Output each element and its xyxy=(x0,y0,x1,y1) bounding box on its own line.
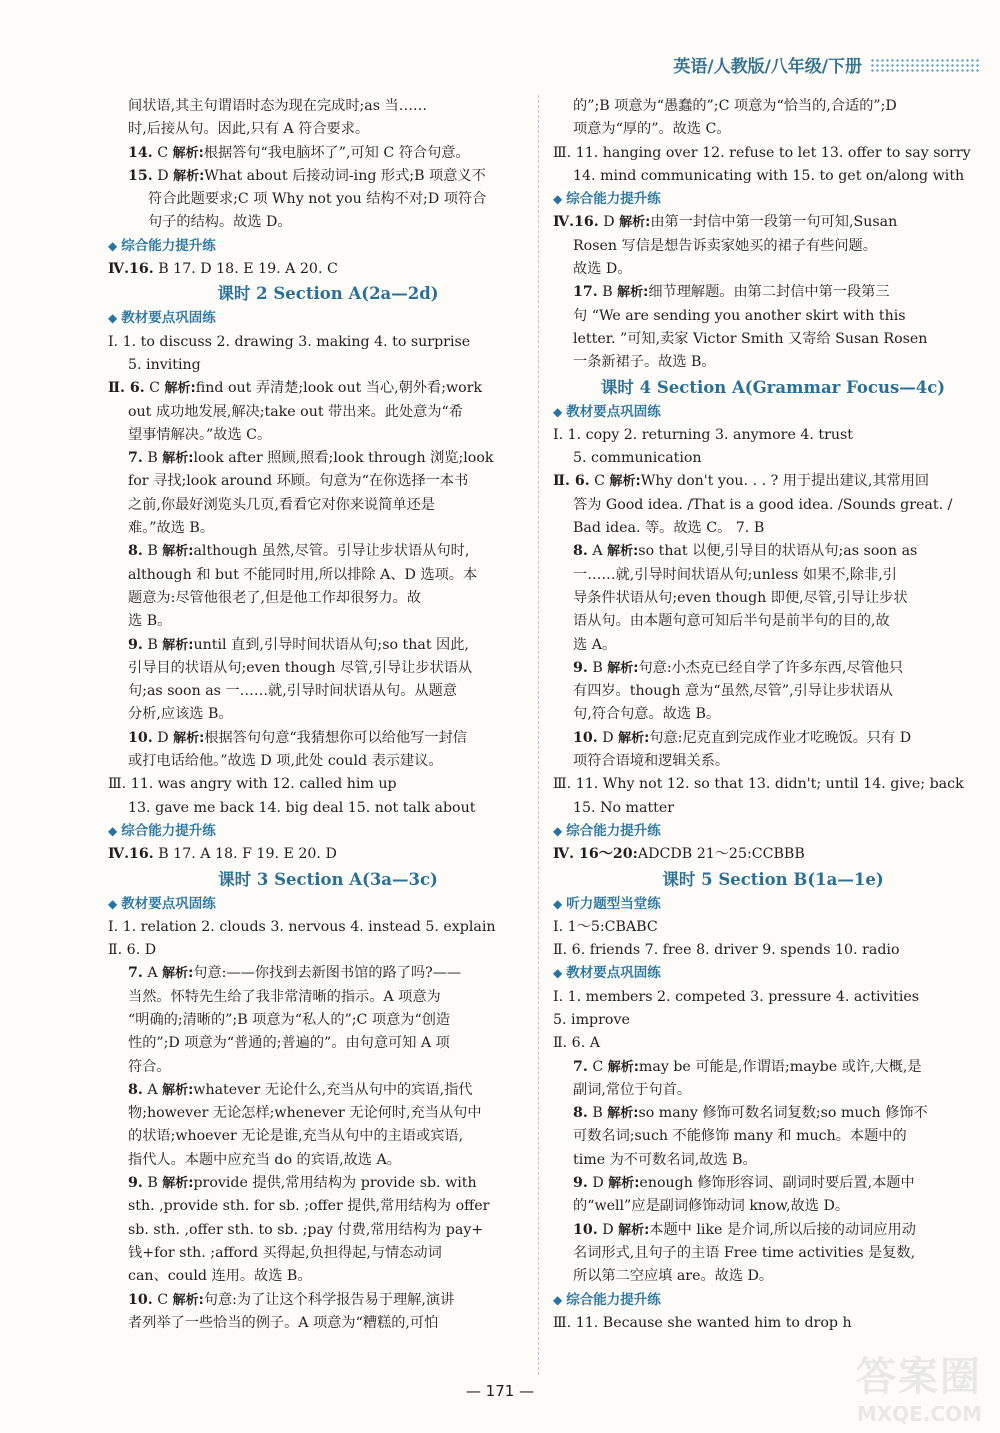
answer-line xyxy=(553,1102,993,1125)
text-line: “明确的;清晰的”;B 项意为“私人的”;C 项意为“创造 xyxy=(128,1011,451,1028)
analysis-label: 解析: xyxy=(619,215,651,231)
question-number: 17. xyxy=(573,284,598,301)
answer-choice: D xyxy=(152,167,169,184)
answer-text: look after 照顾,照看;look through 浏览;look xyxy=(193,450,494,467)
answer-choice: D xyxy=(598,214,615,231)
answer-choice: ADCDB xyxy=(637,846,697,863)
text-line: 名词形式,且句子的主语 Free time activities 是复数, xyxy=(573,1244,916,1261)
analysis-label: 解析: xyxy=(608,1176,640,1192)
lesson-title: 课时 5 Section B(1a—1e) xyxy=(662,869,884,889)
text-line: Ⅰ. 1～5:CBABC xyxy=(553,918,658,935)
answer-choice: A xyxy=(142,1081,158,1098)
question-number: Ⅳ.16. xyxy=(553,214,599,231)
text-line: Rosen 写信是想告诉卖家她买的裙子有些问题。 xyxy=(573,237,877,254)
diamond-icon: ◆ xyxy=(108,823,118,838)
text-line: Ⅲ. 11. hanging over 12. refuse to let 13. offer to say sorry xyxy=(553,144,971,161)
section-heading xyxy=(108,820,548,843)
text-line: 项符合语境和逻辑关系。 xyxy=(573,753,730,770)
text-line: 选 B。 xyxy=(128,613,172,630)
text-line: 句 “We are sending you another skirt with this xyxy=(573,307,906,324)
answer-choice: B 17. A 18. F 19. E 20. D xyxy=(153,846,337,863)
question-number: 8. xyxy=(128,543,143,560)
section-heading-text: 综合能力提升练 xyxy=(121,237,216,254)
lesson-title: 课时 2 Section A(2a—2d) xyxy=(217,284,439,304)
section-heading xyxy=(553,962,993,985)
section-heading xyxy=(553,893,993,916)
analysis-label: 解析: xyxy=(617,285,649,301)
question-number: Ⅱ. 6. xyxy=(108,380,145,397)
question-number: Ⅱ. 6. xyxy=(553,473,590,490)
header-title: 英语/人教版/八年级/下册 xyxy=(673,57,862,77)
text-line: 性的”;D 项意为“普通的;普遍的”。由句意可知 A 项 xyxy=(128,1035,450,1052)
text-line: out 成功地发展,解决;take out 带出来。此处意为“希 xyxy=(128,403,463,420)
analysis-label: 解析: xyxy=(618,1222,650,1238)
diamond-icon: ◆ xyxy=(108,311,118,326)
answer-choice: B xyxy=(142,543,158,560)
text-line: 语从句。由本题句意可知后半句是前半句的目的,故 xyxy=(573,613,890,630)
section-heading xyxy=(553,188,993,211)
section-heading-text: 教材要点巩固练 xyxy=(566,403,661,420)
question-number: 9. xyxy=(573,659,588,676)
answer-line xyxy=(553,470,993,493)
answer-choice: B xyxy=(597,284,613,301)
answer-line xyxy=(108,843,548,866)
text-line: can、could 连用。故选 B。 xyxy=(128,1268,312,1285)
answer-text: 本题中 like 是介词,所以后接的动词应用动 xyxy=(649,1221,916,1238)
answer-line xyxy=(553,540,993,563)
question-number: 10. xyxy=(573,1221,598,1238)
answer-text: so many 修饰可数名词复数;so much 修饰不 xyxy=(638,1105,928,1122)
analysis-label: 解析: xyxy=(162,1176,194,1192)
section-heading xyxy=(553,820,993,843)
section-heading-text: 综合能力提升练 xyxy=(566,1291,661,1308)
analysis-label: 解析: xyxy=(607,544,639,560)
answer-text: enough 修饰形容词、副词时要后置,本题中 xyxy=(639,1175,915,1192)
lesson-title: 课时 3 Section A(3a—3c) xyxy=(218,869,438,889)
analysis-label: 解析: xyxy=(162,966,194,982)
text-line: 之前,你最好浏览头几页,看看它对你来说简单还是 xyxy=(128,496,435,513)
answer-line xyxy=(553,1219,993,1242)
lesson-title: 课时 4 Section A(Grammar Focus—4c) xyxy=(600,377,946,397)
answer-choice: B 17. D 18. E 19. A 20. C xyxy=(153,261,338,278)
text-line: 15. No matter xyxy=(573,799,675,816)
text-line: 分析,应该选 B。 xyxy=(128,706,233,723)
answer-line xyxy=(553,281,993,304)
text-line: Ⅰ. 1. members 2. competed 3. pressure 4. activities xyxy=(553,988,920,1005)
text-line: 选 A。 xyxy=(573,636,617,653)
diamond-icon: ◆ xyxy=(553,404,563,419)
section-heading-text: 综合能力提升练 xyxy=(121,822,216,839)
answer-line xyxy=(108,377,548,400)
question-number: 9. xyxy=(128,1175,143,1192)
diamond-icon: ◆ xyxy=(553,823,563,838)
section-heading xyxy=(108,307,548,330)
question-number: 7. xyxy=(128,965,143,982)
text-line: 难。”故选 B。 xyxy=(128,520,215,537)
section-heading-text: 教材要点巩固练 xyxy=(566,965,661,982)
answer-text: although 虽然,尽管。引导让步状语从句时, xyxy=(193,543,470,560)
answer-line xyxy=(553,211,993,234)
section-heading xyxy=(108,235,548,258)
answer-text: 句意:——你找到去新图书馆的路了吗?—— xyxy=(193,965,462,982)
answer-line xyxy=(108,258,548,281)
text-line: 句,符合句意。故选 B。 xyxy=(573,706,721,723)
answer-choice: B xyxy=(587,659,603,676)
answer-line xyxy=(553,1056,993,1079)
answer-text: whatever 无论什么,充当从句中的宾语,指代 xyxy=(193,1081,473,1098)
question-number: 10. xyxy=(128,729,153,746)
text-line: 一条新裙子。故选 B。 xyxy=(573,354,716,371)
analysis-label: 解析: xyxy=(607,1106,639,1122)
answer-choice: D xyxy=(597,1221,614,1238)
text-line: Ⅰ. 1. relation 2. clouds 3. nervous 4. instead 5. explain xyxy=(108,918,496,935)
section-heading xyxy=(553,1289,993,1312)
answer-line xyxy=(553,657,993,680)
answer-text: until 直到,引导时间状语从句;so that 因此, xyxy=(193,636,469,653)
text-line: Ⅲ. 11. Why not 12. so that 13. didn't; until 14. give; back xyxy=(553,776,964,793)
left-column xyxy=(108,95,548,1335)
answer-line xyxy=(108,540,548,563)
text-line: 的”;B 项意为“愚蠢的”;C 项意为“恰当的,合适的”;D xyxy=(573,98,897,114)
section-heading-text: 教材要点巩固练 xyxy=(121,895,216,912)
answer-line xyxy=(108,634,548,657)
text-line: 钱+for sth. ;afford 买得起,负担得起,与情态动词 xyxy=(128,1244,442,1261)
answer-line xyxy=(553,843,993,866)
question-number: 10. xyxy=(128,1291,153,1308)
text-line: although 和 but 不能同时用,所以排除 A、D 选项。本 xyxy=(128,566,478,583)
answer-line xyxy=(108,142,548,165)
text-line: 的“well”应是副词修饰动词 know,故选 D。 xyxy=(573,1198,850,1215)
page-header xyxy=(673,52,980,77)
text-line: 间状语,其主句谓语时态为现在完成时;as 当…… xyxy=(128,98,428,114)
analysis-label: 解析: xyxy=(607,660,639,676)
answer-text: 句意:为了让这个科学报告易于理解,演讲 xyxy=(203,1291,455,1308)
answer-choice: A xyxy=(587,543,603,560)
question-number: Ⅳ. 16～20: xyxy=(553,846,638,863)
answer-line xyxy=(553,1172,993,1195)
answer-text: so that 以便,引导目的状语从句;as soon as xyxy=(638,543,918,560)
analysis-label: 解析: xyxy=(173,168,205,184)
answer-choice: C xyxy=(589,473,606,490)
answer-choice: A xyxy=(142,965,158,982)
question-number: 8. xyxy=(573,543,588,560)
text-line: 项意为“厚的”。故选 C。 xyxy=(573,121,731,138)
header-dot-pattern xyxy=(870,58,980,72)
watermark-bottom: MXQE.COM xyxy=(856,1402,982,1426)
question-number: 9. xyxy=(128,636,143,653)
text-line: 的状语;whoever 无论是谁,充当从句中的主语或宾语, xyxy=(128,1128,464,1145)
text-line: 者列举了一些恰当的例子。A 项意为“糟糕的,可怕 xyxy=(128,1314,439,1331)
text-line: 或打电话给他。”故选 D 项,此处 could 表示建议。 xyxy=(128,753,443,770)
text-line: time 为不可数名词,故选 B。 xyxy=(573,1151,757,1168)
answer-text: 细节理解题。由第二封信中第一段第三 xyxy=(648,284,890,301)
question-number: 8. xyxy=(573,1105,588,1122)
text-line: 引导目的状语从句;even though 尽管,引导让步状语从 xyxy=(128,659,473,676)
text-line: for 寻找;look around 环顾。句意为“在你选择一本书 xyxy=(128,473,469,490)
answer-choice: D xyxy=(587,1175,604,1192)
analysis-label: 解析: xyxy=(162,451,194,467)
text-line: 故选 D。 xyxy=(573,261,632,278)
answer-choice: B xyxy=(142,1175,158,1192)
answer-text: What about 后接动词-ing 形式;B 项意义不 xyxy=(204,167,486,184)
text-line: Ⅱ. 6. D xyxy=(108,942,157,959)
text-line: 句子的结构。故选 D。 xyxy=(148,214,292,231)
text-line: 题意为:尽管他很老了,但是他工作却很努力。故 xyxy=(128,589,422,606)
question-number: 8. xyxy=(128,1081,143,1098)
analysis-label: 解析: xyxy=(609,474,641,490)
diamond-icon: ◆ xyxy=(108,896,118,911)
question-number: Ⅳ.16. xyxy=(108,846,154,863)
answer-text: 根据答句“我电脑坏了”,可知 C 符合句意。 xyxy=(203,144,470,161)
section-heading-text: 综合能力提升练 xyxy=(566,191,661,208)
question-number: 15. xyxy=(128,167,153,184)
question-number: 7. xyxy=(128,450,143,467)
page-number: — 171 — xyxy=(465,1382,535,1400)
text-line: 时,后接从句。因此,只有 A 符合要求。 xyxy=(128,121,370,138)
text-line: 指代人。本题中应充当 do 的宾语,故选 A。 xyxy=(128,1151,401,1168)
answer-text: 21～25:CCBBB xyxy=(696,846,805,863)
answer-text: may be 可能是,作谓语;maybe 或许,大概,是 xyxy=(638,1058,922,1075)
answer-choice: B xyxy=(142,450,158,467)
analysis-label: 解析: xyxy=(162,637,194,653)
text-line: 13. gave me back 14. big deal 15. not talk about xyxy=(128,799,476,816)
analysis-label: 解析: xyxy=(164,381,196,397)
question-number: 9. xyxy=(573,1175,588,1192)
answer-line xyxy=(108,1289,548,1312)
text-line: 所以第二空应填 are。故选 D。 xyxy=(573,1268,774,1285)
diamond-icon: ◆ xyxy=(553,896,563,911)
answer-text: find out 弄清楚;look out 当心,朝外看;work xyxy=(195,380,483,397)
section-heading-text: 听力题型当堂练 xyxy=(566,895,661,912)
answer-choice: C xyxy=(152,1291,169,1308)
question-number: 14. xyxy=(128,144,153,161)
diamond-icon: ◆ xyxy=(553,966,563,981)
answer-line xyxy=(108,727,548,750)
text-line: 副词,常位于句首。 xyxy=(573,1081,692,1098)
text-line: 导条件状语从句;even though 即便,尽管,引导让步状 xyxy=(573,589,908,606)
answer-text: 由第一封信中第一段第一句可知,Susan xyxy=(650,214,898,231)
analysis-label: 解析: xyxy=(172,145,204,161)
answer-line xyxy=(108,962,548,985)
text-line: 当然。怀特先生给了我非常清晰的指示。A 项意为 xyxy=(128,988,441,1005)
answer-line xyxy=(108,165,548,188)
text-line: Ⅰ. 1. to discuss 2. drawing 3. making 4. to surprise xyxy=(108,333,471,350)
answer-text: 句意:小杰克已经自学了许多东西,尽管他只 xyxy=(638,659,904,676)
answer-choice: D xyxy=(152,729,169,746)
section-heading xyxy=(108,893,548,916)
question-number: Ⅳ.16. xyxy=(108,261,154,278)
answer-choice: C xyxy=(587,1058,604,1075)
text-line: 5. improve xyxy=(553,1011,630,1028)
watermark-top: 答案圈 xyxy=(856,1354,982,1400)
text-line: 5. inviting xyxy=(128,356,201,373)
section-heading-text: 综合能力提升练 xyxy=(566,822,661,839)
text-line: sth. ,provide sth. for sb. ;offer 提供,常用结构为 offer xyxy=(128,1198,490,1215)
text-line: 句;as soon as 一……就,引导时间状语从句。从题意 xyxy=(128,683,457,700)
question-number: 10. xyxy=(573,729,598,746)
answer-choice: D xyxy=(597,729,614,746)
answer-line xyxy=(108,1172,548,1195)
analysis-label: 解析: xyxy=(162,544,194,560)
diamond-icon: ◆ xyxy=(108,238,118,253)
analysis-label: 解析: xyxy=(618,730,650,746)
text-line: 符合此题要求;C 项 Why not you 结构不对;D 项符合 xyxy=(148,191,487,208)
text-line: Ⅱ. 6. friends 7. free 8. driver 9. spends 10. radio xyxy=(553,942,900,959)
answer-choice: B xyxy=(142,636,158,653)
diamond-icon: ◆ xyxy=(553,1292,563,1307)
text-line: Bad idea. 等。故选 C。 7. B xyxy=(573,520,765,537)
text-line: 望事情解决。”故选 C。 xyxy=(128,426,272,443)
answer-text: 句意:尼克直到完成作业才吃晚饭。只有 D xyxy=(649,729,912,746)
answer-line xyxy=(553,727,993,750)
answer-text: Why don't you. . . ? 用于提出建议,其常用回 xyxy=(640,473,930,490)
answer-text: provide 提供,常用结构为 provide sb. with xyxy=(193,1175,477,1192)
right-column xyxy=(553,95,993,1335)
answer-text: 根据答句句意“我猜想你可以给他写一封信 xyxy=(204,729,467,746)
answer-line xyxy=(108,447,548,470)
answer-choice: C xyxy=(144,380,161,397)
analysis-label: 解析: xyxy=(162,1082,194,1098)
answer-choice: C xyxy=(152,144,169,161)
section-heading xyxy=(553,401,993,424)
text-line: 5. communication xyxy=(573,450,702,467)
text-line: 有四岁。though 意为“虽然,尽管”,引导让步状语从 xyxy=(573,683,893,700)
text-line: 答为 Good idea. /That is a good idea. /Sounds great. / xyxy=(573,496,953,513)
text-line: sb. sth. ,offer sth. to sb. ;pay 付费,常用结构为 pay+ xyxy=(128,1221,484,1238)
analysis-label: 解析: xyxy=(607,1059,639,1075)
text-line: Ⅲ. 11. was angry with 12. called him up xyxy=(108,776,397,793)
text-line: Ⅲ. 11. Because she wanted him to drop h xyxy=(553,1314,852,1331)
text-line: Ⅰ. 1. copy 2. returning 3. anymore 4. trust xyxy=(553,426,854,443)
text-line: Ⅱ. 6. A xyxy=(553,1035,600,1052)
answer-line xyxy=(108,1079,548,1102)
column-divider xyxy=(538,95,539,1375)
answer-choice: B xyxy=(587,1105,603,1122)
watermark-logo xyxy=(792,1345,982,1425)
analysis-label: 解析: xyxy=(172,1292,204,1308)
text-line: 物;however 无论怎样;whenever 无论何时,充当从句中 xyxy=(128,1105,482,1122)
text-line: 一……就,引导时间状语从句;unless 如果不,除非,引 xyxy=(573,566,897,583)
text-line: letter. ”可知,卖家 Victor Smith 又寄给 Susan Rosen xyxy=(573,330,928,347)
diamond-icon: ◆ xyxy=(553,192,563,207)
section-heading-text: 教材要点巩固练 xyxy=(121,310,216,327)
text-line: 可数名词;such 不能修饰 many 和 much。本题中的 xyxy=(573,1128,907,1145)
text-line: 14. mind communicating with 15. to get on/along with xyxy=(573,167,965,184)
text-line: 符合。 xyxy=(128,1058,171,1075)
question-number: 7. xyxy=(573,1058,588,1075)
analysis-label: 解析: xyxy=(173,730,205,746)
